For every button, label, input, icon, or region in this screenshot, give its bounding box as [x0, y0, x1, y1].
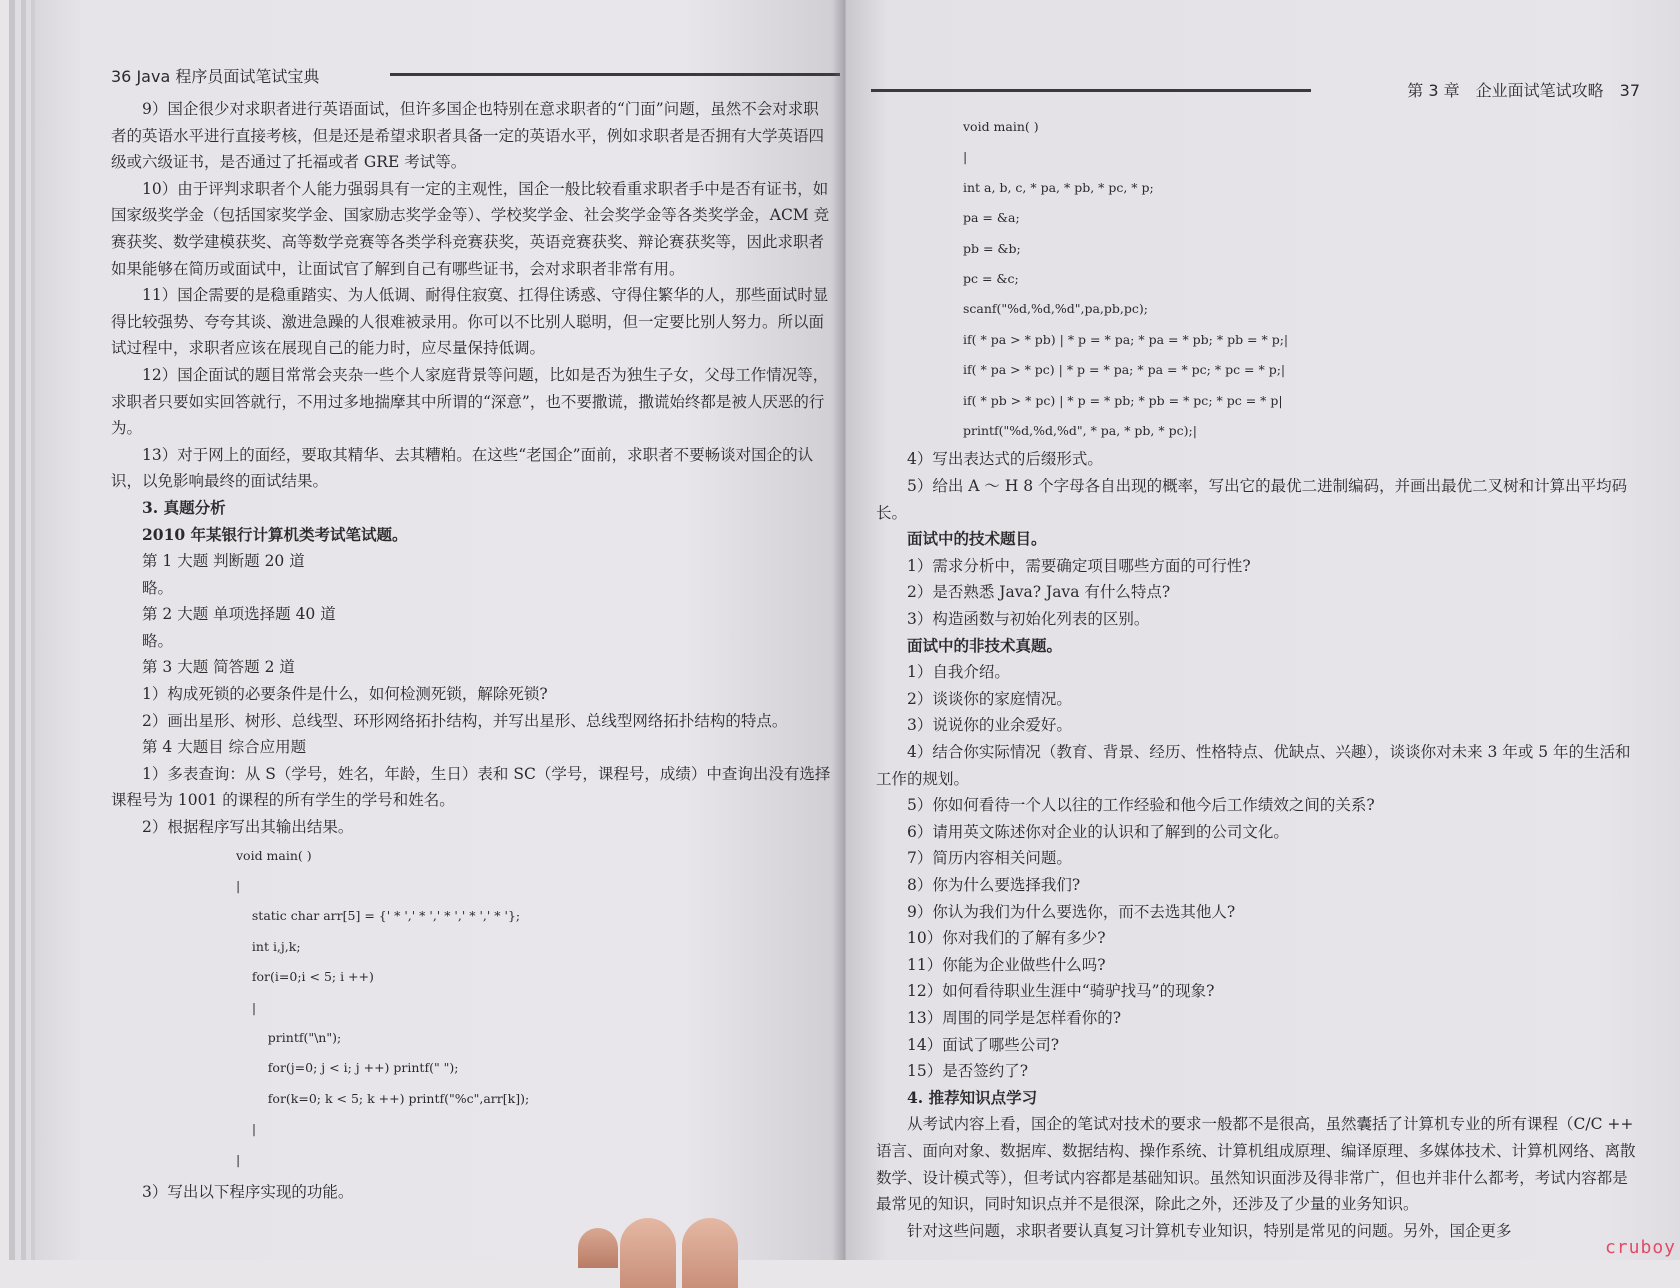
code-line: printf("\n"); [236, 1030, 342, 1046]
left-header-rule [390, 73, 840, 76]
code-line: scanf("%d,%d,%d",pa,pb,pc); [963, 301, 1148, 317]
paragraph: 10）你对我们的了解有多少? [907, 929, 1106, 948]
paragraph: 4）结合你实际情况（教育、背景、经历、性格特点、优缺点、兴趣），谈谈你对未来 3 年或 5 年的生活和工作的规划。 [876, 743, 1631, 788]
left-text-column [111, 96, 831, 1206]
code-line: if( * pb > * pc) | * p = * pb; * pb = * pc; * pc = * p| [963, 392, 1283, 408]
right-paragraphs [876, 446, 1636, 1244]
paragraph: 4. 推荐知识点学习 [907, 1087, 1038, 1107]
code-line: static char arr[5] = {' * ',' * ',' * ',' * ',' * '}; [236, 908, 521, 924]
paragraph: 12）如何看待职业生涯中“骑驴找马”的现象? [907, 982, 1215, 1001]
right-header-rule [871, 89, 1311, 92]
code-line: | [963, 149, 968, 165]
left-tail-paragraph: 3）写出以下程序实现的功能。 [142, 1183, 354, 1202]
paragraph: 2010 年某银行计算机类考试笔试题。 [142, 524, 408, 544]
paragraph: 第 1 大题 判断题 20 道 [142, 552, 305, 571]
finger [620, 1218, 676, 1288]
fingers [600, 1218, 770, 1278]
paragraph: 1）自我介绍。 [907, 663, 1010, 682]
paragraph: 7）简历内容相关问题。 [907, 849, 1072, 868]
finger [682, 1218, 738, 1288]
code-line: pa = &a; [963, 210, 1020, 226]
paragraph: 1）多表查询：从 S（学号，姓名，年龄，生日）表和 SC（学号，课程号，成绩）中查询出没有选择课程号为 1001 的课程的所有学生的学号和姓名。 [111, 764, 831, 810]
paragraph: 2）画出星形、树形、总线型、环形网络拓扑结构，并写出星形、总线型网络拓扑结构的特点。 [142, 711, 788, 730]
left-running-head: 36 Java 程序员面试笔试宝典 [111, 67, 320, 86]
paragraph: 4）写出表达式的后缀形式。 [907, 450, 1103, 469]
paragraph: 从考试内容上看，国企的笔试对技术的要求一般都不是很高，虽然囊括了计算机专业的所有课程（C/C ++ 语言、面向对象、数据库、数据结构、操作系统、计算机组成原理、编译原理、多媒体技术、计算机网络、离散数学、设计模式等），但考试内容都是基础知识。虽然知识面涉及得非常广，但也并非什么都考，考试内容都是最常见的知识，同时知识点并不是很深，除此之外，还涉及了少量的业务知识。 [876, 1115, 1636, 1214]
paragraph: 13）对于网上的面经，要取其精华、去其糟粕。在这些“老国企”面前，求职者不要畅谈对国企的认识，以免影响最终的面试结果。 [111, 445, 814, 491]
paragraph: 略。 [142, 631, 174, 650]
paragraph: 13）周围的同学是怎样看你的? [907, 1008, 1122, 1027]
paragraph: 12）国企面试的题目常常会夹杂一些个人家庭背景等问题，比如是否为独生子女，父母工作情况等，求职者只要如实回答就行，不用过多地揣摩其中所谓的“深意”，也不要撒谎，撒谎始终都是被人厌恶的行为。 [111, 365, 829, 438]
code-line: | [236, 999, 257, 1015]
paragraph: 2）根据程序写出其输出结果。 [142, 818, 354, 837]
paragraph: 针对这些问题，求职者要认真复习计算机专业知识，特别是常见的问题。另外，国企更多 [907, 1221, 1512, 1240]
left-page [35, 0, 845, 1260]
code-line: for(j=0; j < i; j ++) printf(" "); [236, 1060, 459, 1076]
paragraph: 1）构成死锁的必要条件是什么，如何检测死锁，解除死锁? [142, 685, 548, 704]
paragraph: 5）你如何看待一个人以往的工作经验和他今后工作绩效之间的关系? [907, 796, 1375, 815]
paragraph: 5）给出 A ～ H 8 个字母各自出现的概率，写出它的最优二进制编码，并画出最优二叉树和计算出平均码长。 [876, 477, 1628, 522]
code-line: pb = &b; [963, 240, 1021, 256]
right-page [846, 0, 1680, 1260]
code-line: for(i=0;i < 5; i ++) [236, 969, 374, 985]
right-code-block [876, 112, 1636, 446]
paragraph: 6）请用英文陈述你对企业的认识和了解到的公司文化。 [907, 822, 1289, 841]
paragraph: 11）国企需要的是稳重踏实、为人低调、耐得住寂寞、扛得住诱惑、守得住繁华的人，那些面试时显得比较强势、夸夸其谈、激进急躁的人很难被录用。你可以不比别人聪明，但一定要比别人努力。所以面试过程中，求职者应该在展现自己的能力时，应尽量保持低调。 [111, 286, 829, 358]
left-code-block [111, 841, 831, 1175]
code-line: | [236, 1151, 241, 1167]
code-line: | [236, 1121, 257, 1137]
code-line: printf("%d,%d,%d", * pa, * pb, * pc);| [963, 423, 1197, 439]
code-line: if( * pa > * pc) | * p = * pa; * pa = * pc; * pc = * p;| [963, 362, 1286, 378]
paragraph: 第 2 大题 单项选择题 40 道 [142, 605, 336, 624]
paragraph: 11）你能为企业做些什么吗? [907, 955, 1106, 974]
code-line: for(k=0; k < 5; k ++) printf("%c",arr[k]); [236, 1090, 530, 1106]
paragraph: 8）你为什么要选择我们? [907, 875, 1081, 894]
code-line: pc = &c; [963, 271, 1019, 287]
paragraph: 第 4 大题目 综合应用题 [142, 738, 307, 757]
watermark: cruboy [1604, 1237, 1676, 1258]
paragraph: 9）你认为我们为什么要选你，而不去选其他人? [907, 902, 1236, 921]
paragraph: 3. 真题分析 [142, 497, 226, 517]
paragraph: 15）是否签约了? [907, 1062, 1029, 1081]
paragraph: 第 3 大题 简答题 2 道 [142, 658, 295, 677]
paragraph: 9）国企很少对求职者进行英语面试，但许多国企也特别在意求职者的“门面”问题，虽然不会对求职者的英语水平进行直接考核，但是还是希望求职者具备一定的英语水平，例如求职者是否拥有大学英语四级或六级证书，是否通过了托福或者 GRE 考试等。 [111, 100, 825, 172]
paragraph: 2）谈谈你的家庭情况。 [907, 689, 1072, 708]
code-line: void main( ) [963, 119, 1039, 134]
code-line: int a, b, c, * pa, * pb, * pc, * p; [963, 179, 1154, 195]
code-line: | [236, 878, 241, 894]
paragraph: 3）说说你的业余爱好。 [907, 716, 1072, 735]
paragraph: 14）面试了哪些公司? [907, 1035, 1060, 1054]
paragraph: 面试中的非技术真题。 [907, 635, 1063, 655]
code-line: int i,j,k; [236, 938, 301, 954]
paragraph: 2）是否熟悉 Java? Java 有什么特点? [907, 583, 1171, 602]
paragraph: 略。 [142, 578, 174, 597]
paragraph: 面试中的技术题目。 [907, 529, 1047, 549]
right-running-head: 第 3 章 企业面试笔试攻略 37 [1407, 81, 1640, 100]
code-line: if( * pa > * pb) | * p = * pa; * pa = * pb; * pb = * p;| [963, 331, 1289, 347]
paragraph: 10）由于评判求职者个人能力强弱具有一定的主观性，国企一般比较看重求职者手中是否有证书，如国家级奖学金（包括国家奖学金、国家励志奖学金等）、学校奖学金、社会奖学金等各类奖学金，ACM 竞赛获奖、数学建模获奖、高等数学竞赛等各类学科竞赛获奖，英语竞赛获奖、辩论赛获奖等，因此求职者如果能够在简历或面试中，让面试官了解到自己有哪些证书，会对求职者非常有用。 [111, 179, 830, 278]
paragraph: 3）构造函数与初始化列表的区别。 [907, 610, 1150, 629]
left-paragraphs [111, 96, 831, 841]
right-text-column [876, 112, 1636, 1244]
paragraph: 1）需求分析中，需要确定项目哪些方面的可行性? [907, 556, 1251, 575]
code-line: void main( ) [236, 847, 312, 863]
